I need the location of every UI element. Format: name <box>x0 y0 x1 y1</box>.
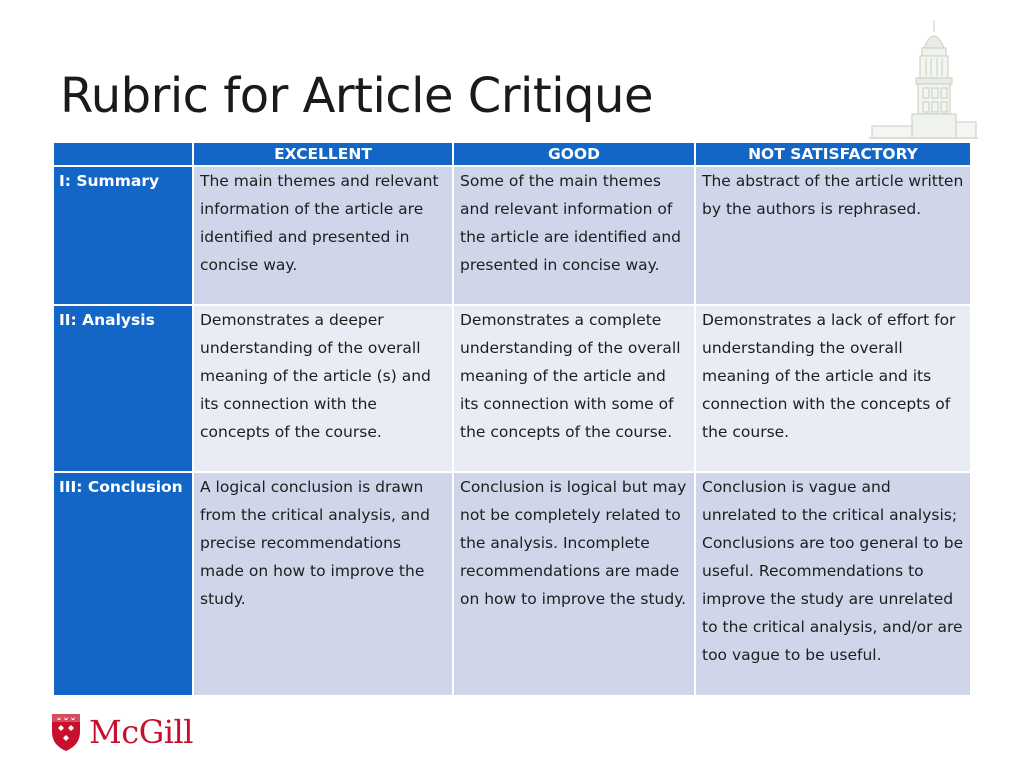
header-corner-cell <box>53 142 193 166</box>
header-not-satisfactory: NOT SATISFACTORY <box>695 142 971 166</box>
header-excellent: EXCELLENT <box>193 142 453 166</box>
cell-good: Demonstrates a complete understanding of the overall meaning of the article and its connection with some of the concepts of the course. <box>453 305 695 472</box>
rubric-row-analysis <box>53 305 971 472</box>
rubric-header-row <box>53 142 971 166</box>
cell-excellent: The main themes and relevant information of the article are identified and presented in concise way. <box>193 166 453 305</box>
logo-wordmark: McGill <box>89 713 193 751</box>
cell-not-satisfactory: The abstract of the article written by the authors is rephrased. <box>695 166 971 305</box>
mcgill-logo <box>51 710 193 754</box>
slide-title: Rubric for Article Critique <box>60 68 653 124</box>
criterion-label: III: Conclusion <box>53 472 193 696</box>
rubric-table <box>52 141 972 697</box>
criterion-label: II: Analysis <box>53 305 193 472</box>
mcgill-shield-icon <box>51 712 81 752</box>
cell-good: Conclusion is logical but may not be completely related to the analysis. Incomplete recommendations are made on how to improve the study. <box>453 472 695 696</box>
building-dome-icon <box>868 18 978 140</box>
cell-not-satisfactory: Conclusion is vague and unrelated to the critical analysis; Conclusions are too general to be useful. Recommendations to improve the study are unrelated to the critical analysis, and/or are too vague to be useful. <box>695 472 971 696</box>
cell-not-satisfactory: Demonstrates a lack of effort for understanding the overall meaning of the article and its connection with the concepts of the course. <box>695 305 971 472</box>
cell-excellent: A logical conclusion is drawn from the critical analysis, and precise recommendations made on how to improve the study. <box>193 472 453 696</box>
cell-excellent: Demonstrates a deeper understanding of the overall meaning of the article (s) and its connection with the concepts of the course. <box>193 305 453 472</box>
rubric-row-conclusion <box>53 472 971 696</box>
cell-good: Some of the main themes and relevant information of the article are identified and presented in concise way. <box>453 166 695 305</box>
rubric-row-summary <box>53 166 971 305</box>
criterion-label: I: Summary <box>53 166 193 305</box>
header-good: GOOD <box>453 142 695 166</box>
